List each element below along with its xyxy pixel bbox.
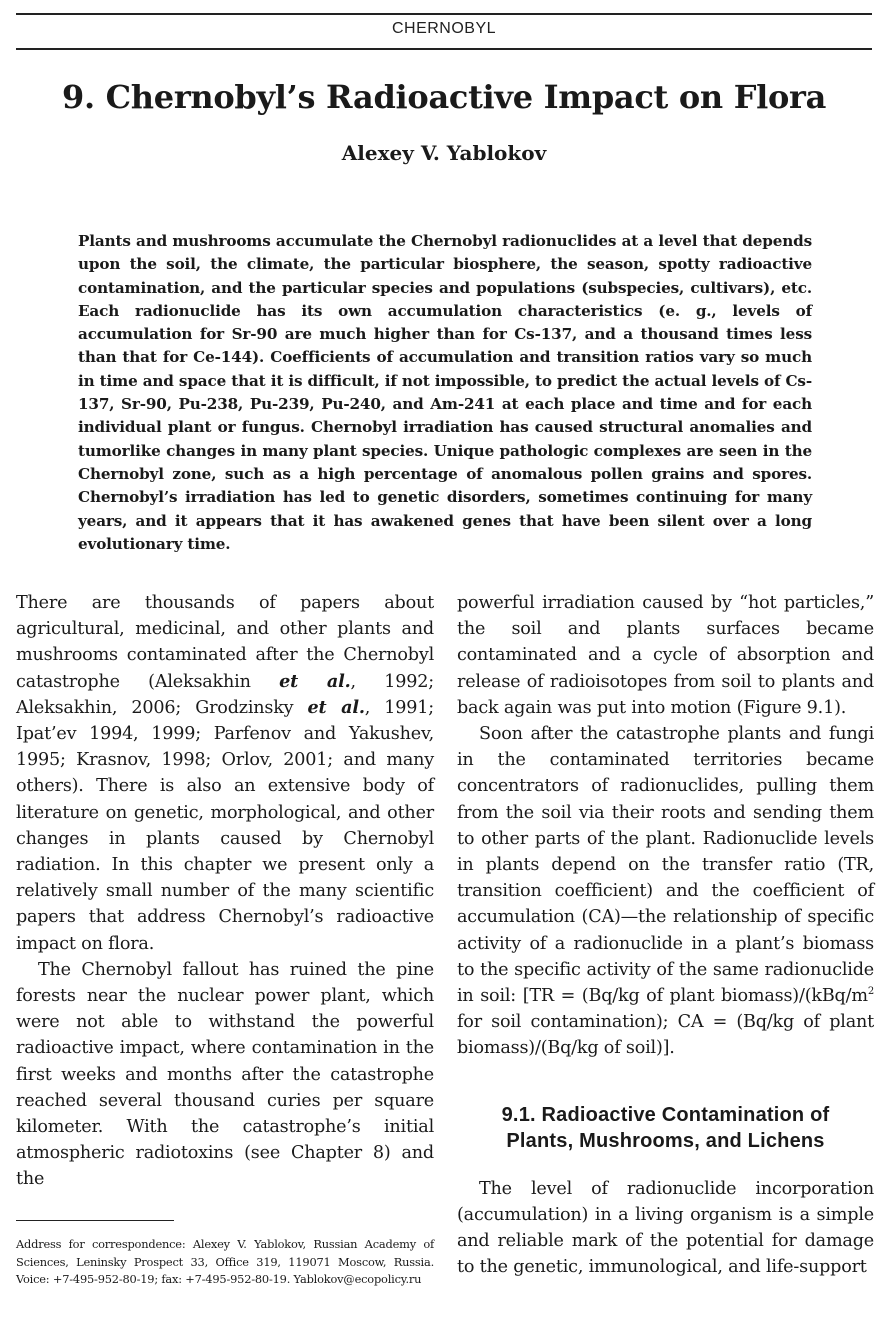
right-paragraph-2 bbox=[457, 721, 874, 1062]
superscript: 2 bbox=[867, 986, 874, 998]
text-run: for soil contamination); CA = (Bq/kg of plant biomass)/(Bq/kg of soil)]. bbox=[457, 1012, 874, 1059]
header-bottom-rule bbox=[16, 48, 872, 50]
section-heading-line-2: Plants, Mushrooms, and Lichens bbox=[506, 1129, 825, 1152]
right-column bbox=[457, 590, 874, 1280]
author-name: Alexey V. Yablokov bbox=[341, 141, 547, 165]
text-run: Soon after the catastrophe plants and fungi in the contaminated territories became concentrators of radionuclides, pulling them from the soil via their roots and sending them to other parts of the plant. Radionuclide levels in plants depend on the transfer ratio (TR, transition coefficient) and the coefficient of accumulation (CA)—the relationship of specific activity of a radionuclide in a plant’s biomass to the specific activity of the same radionuclide in soil: [TR = (Bq/kg of plant biomass)/(kBq/m bbox=[457, 724, 874, 1007]
section-heading-line-1: 9.1. Radioactive Contamination of bbox=[501, 1103, 830, 1126]
chapter-title: 9. Chernobyl’s Radioactive Impact on Flora bbox=[61, 78, 827, 116]
text-run: , 1992; Aleksakhin, 2006; Grodzinsky bbox=[16, 671, 434, 718]
et-al-emphasis: et al. bbox=[307, 696, 365, 718]
section-heading bbox=[457, 1102, 874, 1154]
right-paragraph-3: The level of radionuclide incorporation (accumulation) in a living organism is a simple and reliable mark of the potential for damage to the genetic, immunological, and life-support bbox=[457, 1178, 874, 1278]
abstract: Plants and mushrooms accumulate the Chernobyl radionuclides at a level that depends upon the soil, the climate, the particular biosphere, the season, spotty radioactive contamination, and the particular species and populations (subspecies, cultivars), etc. Each radionuclide has its own accumulation characteristics (e. g., levels of accumulation for Sr-90 are much higher than for Cs-137, and a thousand times less than that for Ce-144). Coefficients of accumulation and transition ratios vary so much in time and space that it is difficult, if not impossible, to predict the actual levels of Cs-137, Sr-90, Pu-238, Pu-239, Pu-240, and Am-241 at each place and time and for each individual plant or fungus. Chernobyl irradiation has caused structural anomalies and tumorlike changes in many plant species. Unique pathologic complexes are seen in the Chernobyl zone, such as a high percentage of anomalous pollen grains and spores. Chernobyl’s irradiation has led to genetic disorders, sometimes continuing for many years, and it appears that it has awakened genes that have been silent over a long evolutionary time. bbox=[78, 232, 812, 553]
footnote: Address for correspondence: Alexey V. Yablokov, Russian Academy of Sciences, Leninsky Prospect 33, Office 319, 119071 Moscow, Russia. Voice: +7-495-952-80-19; fax: +7-495-952-80-19. Yablokov@ecopolicy.ru bbox=[16, 1237, 434, 1286]
running-head: CHERNOBYL bbox=[391, 20, 497, 37]
left-column bbox=[16, 590, 434, 1193]
footnote-rule bbox=[16, 1220, 174, 1221]
et-al-emphasis: et al. bbox=[279, 670, 351, 692]
right-paragraph-1: powerful irradiation caused by “hot particles,” the soil and plants surfaces became contaminated and a cycle of absorption and release of radioisotopes from soil to plants and back again was put into motion (Figure 9.1). bbox=[457, 593, 874, 718]
text-run: , 1991; Ipat’ev 1994, 1999; Parfenov and Yakushev, 1995; Krasnov, 1998; Orlov, 2001; and many others). There is also an extensive body of literature on genetic, morphological, and other changes in plants caused by Chernobyl radiation. In this chapter we present only a relatively small number of the many scientific papers that address Chernobyl’s radioactive impact on flora. bbox=[16, 697, 434, 954]
text-run: There are thousands of papers about agricultural, medicinal, and other plants and mushrooms contaminated after the Chernobyl catastrophe (Aleksakhin bbox=[16, 593, 434, 692]
header-top-rule bbox=[16, 13, 872, 15]
left-paragraph-1 bbox=[16, 590, 434, 957]
left-paragraph-2: The Chernobyl fallout has ruined the pine forests near the nuclear power plant, which were not able to withstand the powerful radioactive impact, where contamination in the first weeks and months after the catastrophe reached several thousand curies per square kilometer. With the catastrophe’s initial atmospheric radiotoxins (see Chapter 8) and the bbox=[16, 959, 434, 1190]
